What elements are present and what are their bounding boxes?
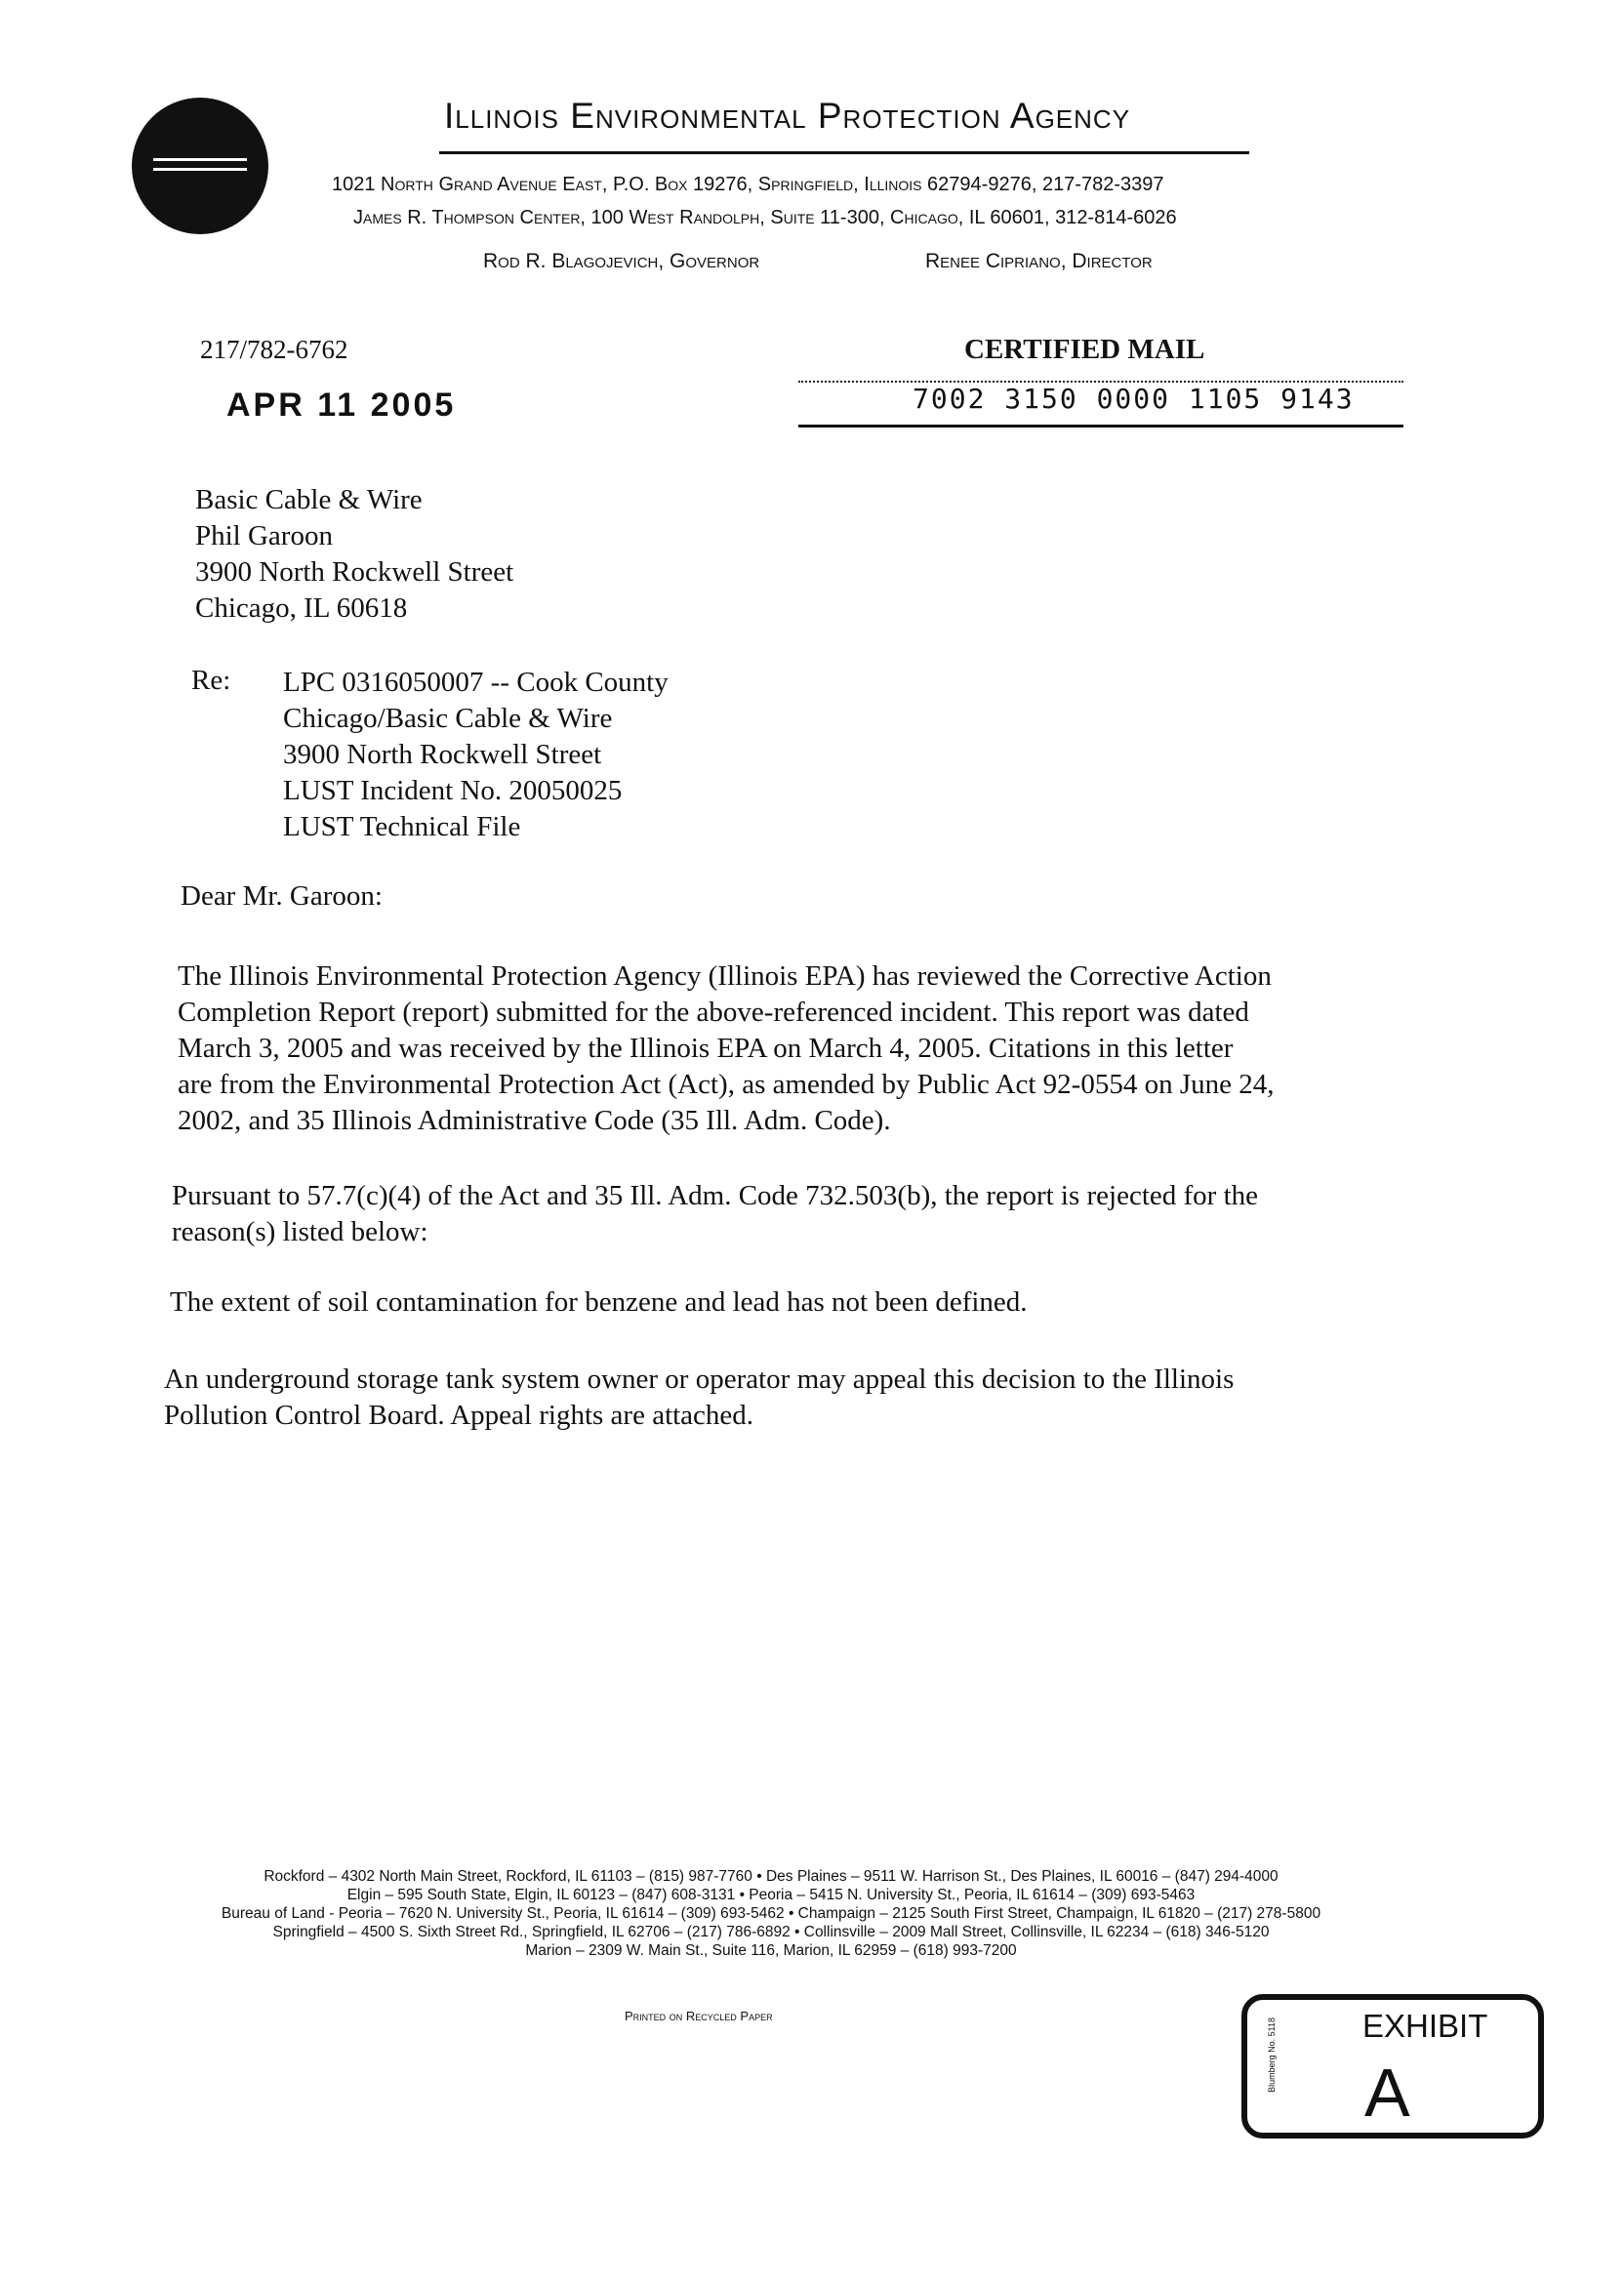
certified-rule-bottom (798, 425, 1403, 428)
exhibit-letter: A (1364, 2055, 1410, 2131)
chicago-address: James R. Thompson Center, 100 West Randolph, Suite 11-300, Chicago, IL 60601, 312-814-6026 (353, 207, 1177, 228)
paragraph-line: Pollution Control Board. Appeal rights are attached. (164, 1400, 754, 1431)
springfield-address: 1021 North Grand Avenue East, P.O. Box 19276, Springfield, Illinois 62794-9276, 217-782-3397 (332, 174, 1164, 195)
recipient-line: Basic Cable & Wire (195, 484, 423, 515)
paragraph-line: 2002, and 35 Illinois Administrative Code (35 Ill. Adm. Code). (178, 1105, 891, 1136)
agency-title: Illinois Environmental Protection Agency (444, 96, 1131, 136)
office-line: Springfield – 4500 S. Sixth Street Rd., Springfield, IL 62706 – (217) 786-6892 • Collinsville – 2009 Mall Street, Collinsville, IL 62234 – (618) 346-5120 (272, 1924, 1270, 1940)
exhibit-maker-label: Blumberg No. 5118 (1267, 2017, 1277, 2093)
office-line: Rockford – 4302 North Main Street, Rockford, IL 61103 – (815) 987-7760 • Des Plaines – 9511 W. Harrison St., Des Plaines, IL 60016 – (847) 294-4000 (264, 1868, 1279, 1885)
title-rule (439, 151, 1249, 154)
paragraph-line: The Illinois Environmental Protection Agency (Illinois EPA) has reviewed the Corrective Action (178, 960, 1272, 992)
office-line: Bureau of Land - Peoria – 7620 N. University St., Peoria, IL 61614 – (309) 693-5462 • Champaign – 2125 South First Street, Champaign, IL 61820 – (217) 278-5800 (221, 1905, 1321, 1922)
recipient-line: Phil Garoon (195, 520, 333, 551)
paragraph-appeal (164, 1362, 1234, 1434)
paragraph-line: reason(s) listed below: (172, 1216, 428, 1247)
paragraph-line: are from the Environmental Protection Act (Act), as amended by Public Act 92-0554 on June 24, (178, 1069, 1275, 1100)
certified-mail-number: 7002 3150 0000 1105 9143 (913, 383, 1355, 415)
office-line: Elgin – 595 South State, Elgin, IL 60123 – (847) 608-3131 • Peoria – 5415 N. University St., Peoria, IL 61614 – (309) 693-5463 (346, 1887, 1196, 1903)
re-line: LUST Incident No. 20050025 (283, 775, 623, 806)
regional-offices (59, 1867, 1483, 1960)
phone-number: 217/782-6762 (200, 335, 348, 364)
agency-seal-logo (132, 98, 268, 234)
director-name: Renee Cipriano, Director (925, 250, 1153, 272)
paragraph-review (178, 958, 1274, 1139)
exhibit-label: EXHIBIT (1362, 2008, 1488, 2044)
date-stamp: APR 11 2005 (226, 387, 457, 424)
paragraph-line: Completion Report (report) submitted for the above-referenced incident. This report was dated (178, 997, 1249, 1028)
re-label: Re: (191, 665, 231, 696)
paragraph-line: March 3, 2005 and was received by the Illinois EPA on March 4, 2005. Citations in this letter (178, 1033, 1234, 1064)
paragraph-line: An underground storage tank system owner or operator may appeal this decision to the Illinois (164, 1364, 1235, 1395)
paragraph-line: Pursuant to 57.7(c)(4) of the Act and 35 Ill. Adm. Code 732.503(b), the report is rejected for the (172, 1180, 1259, 1211)
paragraph-pursuant (172, 1178, 1258, 1250)
exhibit-sticker (1241, 1994, 1544, 2139)
rejection-reason: The extent of soil contamination for benzene and lead has not been defined. (170, 1286, 1028, 1318)
re-line: LUST Technical File (283, 811, 521, 842)
re-line: 3900 North Rockwell Street (283, 739, 602, 770)
office-line: Marion – 2309 W. Main St., Suite 116, Marion, IL 62959 – (618) 993-7200 (525, 1942, 1017, 1959)
governor-name: Rod R. Blagojevich, Governor (483, 250, 760, 272)
re-block (283, 665, 669, 845)
salutation: Dear Mr. Garoon: (181, 880, 383, 912)
re-line: LPC 0316050007 -- Cook County (283, 667, 669, 698)
certified-mail-label: CERTIFIED MAIL (964, 334, 1205, 365)
printed-on-recycled: Printed on Recycled Paper (625, 2009, 773, 2023)
re-line: Chicago/Basic Cable & Wire (283, 703, 613, 734)
recipient-line: 3900 North Rockwell Street (195, 556, 514, 588)
recipient-address (195, 482, 513, 627)
recipient-line: Chicago, IL 60618 (195, 592, 408, 624)
